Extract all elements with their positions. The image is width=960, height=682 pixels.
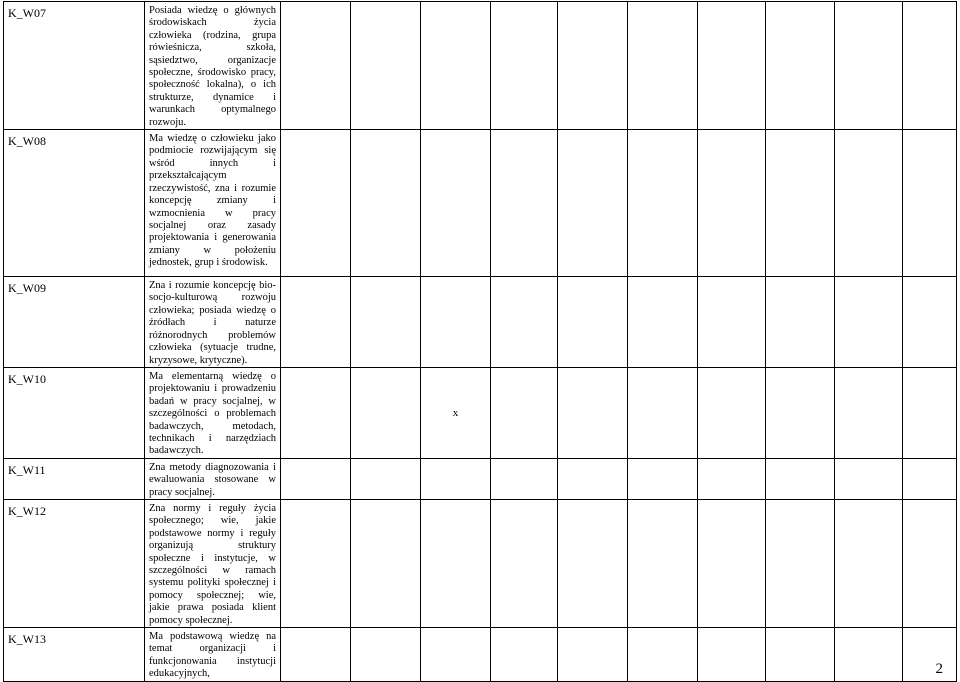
outcome-description: Zna metody diagnozowania i ewaluowania stosowane w pracy socjalnej. (145, 458, 281, 499)
table-cell (835, 2, 903, 130)
table-cell (491, 458, 558, 499)
table-cell (903, 2, 957, 130)
table-cell (903, 130, 957, 277)
table-cell (351, 458, 421, 499)
match-mark: x (421, 367, 491, 458)
table-cell (558, 277, 628, 368)
table-cell (351, 130, 421, 277)
table-cell (351, 367, 421, 458)
table-cell (558, 130, 628, 277)
table-cell (766, 499, 835, 627)
table-cell (491, 499, 558, 627)
outcome-code: K_W12 (4, 499, 145, 627)
table-cell (558, 458, 628, 499)
table-cell (698, 277, 766, 368)
table-cell (698, 367, 766, 458)
outcome-description: Ma wiedzę o człowieku jako podmiocie rozwijającym się wśród innych i przekształcającym rzeczywistość, zna i rozumie koncepcję zmiany i wzmocnienia w pracy socjalnej oraz zasady projektowania i generowania zmiany w położeniu jednostek, grup i środowisk. (145, 130, 281, 277)
outcome-description: Ma elementarną wiedzę o projektowaniu i prowadzeniu badań w pracy socjalnej, w szczególności o problemach badawczych, metodach, technikach i narzędziach badawczych. (145, 367, 281, 458)
table-cell (628, 130, 698, 277)
table-cell (628, 628, 698, 682)
table-cell (698, 2, 766, 130)
table-row (4, 277, 957, 368)
outcome-code: K_W11 (4, 458, 145, 499)
table-cell (351, 2, 421, 130)
table-cell (491, 367, 558, 458)
table-cell (628, 367, 698, 458)
table-cell (351, 277, 421, 368)
table-cell (628, 2, 698, 130)
table-cell (558, 499, 628, 627)
outcome-code: K_W08 (4, 130, 145, 277)
table-cell (698, 499, 766, 627)
table-cell (835, 458, 903, 499)
table-cell (628, 499, 698, 627)
table-cell (628, 458, 698, 499)
table-cell (421, 499, 491, 627)
table-cell (281, 2, 351, 130)
table-cell (835, 367, 903, 458)
table-cell (281, 458, 351, 499)
table-cell (766, 130, 835, 277)
table-cell (351, 499, 421, 627)
table-cell (835, 499, 903, 627)
table-cell (421, 277, 491, 368)
outcome-description: Zna i rozumie koncepcję bio-socjo-kulturową rozwoju człowieka; posiada wiedzę o źródłach i naturze różnorodnych problemów człowieka (sytuacje trudne, kryzysowe, krytyczne). (145, 277, 281, 368)
table-cell (558, 367, 628, 458)
table-cell (903, 367, 957, 458)
table-row (4, 367, 957, 458)
table-cell (351, 628, 421, 682)
table-cell (281, 499, 351, 627)
table-row (4, 130, 957, 277)
table-cell (421, 2, 491, 130)
table-cell (835, 628, 903, 682)
table-cell (835, 277, 903, 368)
table-cell (281, 628, 351, 682)
outcome-code: K_W13 (4, 628, 145, 682)
table-cell (281, 277, 351, 368)
outcome-description: Zna normy i reguły życia społecznego; wie, jakie podstawowe normy i reguły organizują struktury społeczne i instytucje, w szczególności w ramach systemu polityki społecznej i pomocy społecznej; wie, jakie prawa posiada klient pomocy społecznej. (145, 499, 281, 627)
table-cell (766, 367, 835, 458)
table-cell (421, 628, 491, 682)
table-cell (903, 277, 957, 368)
table-cell (491, 130, 558, 277)
table-row (4, 628, 957, 682)
table-cell (835, 130, 903, 277)
table-row (4, 2, 957, 130)
outcome-code: K_W10 (4, 367, 145, 458)
table-cell (281, 367, 351, 458)
table-cell (698, 628, 766, 682)
table-cell (491, 277, 558, 368)
table-cell (903, 458, 957, 499)
table-cell (903, 628, 957, 682)
table-cell (766, 277, 835, 368)
table-cell (491, 628, 558, 682)
outcome-code: K_W09 (4, 277, 145, 368)
table-row (4, 499, 957, 627)
learning-outcomes-table (3, 1, 957, 682)
table-cell (421, 458, 491, 499)
table-cell (491, 2, 558, 130)
table-cell (766, 2, 835, 130)
outcome-code: K_W07 (4, 2, 145, 130)
page-number: 2 (935, 661, 943, 677)
table-cell (558, 2, 628, 130)
table-cell (903, 499, 957, 627)
outcome-description: Ma podstawową wiedzę na temat organizacji i funkcjonowania instytucji edukacyjnych, (145, 628, 281, 682)
table-cell (558, 628, 628, 682)
table-cell (766, 628, 835, 682)
table-row (4, 458, 957, 499)
outcome-description: Posiada wiedzę o głównych środowiskach życia człowieka (rodzina, grupa rówieśnicza, szkoła, sąsiedztwo, organizacje społeczne, środowisko pracy, społeczność lokalna), o ich strukturze, dynamice i warunkach optymalnego rozwoju. (145, 2, 281, 130)
table-cell (628, 277, 698, 368)
table-cell (766, 458, 835, 499)
table-cell (281, 130, 351, 277)
table-cell (698, 458, 766, 499)
table-cell (421, 130, 491, 277)
table-cell (698, 130, 766, 277)
